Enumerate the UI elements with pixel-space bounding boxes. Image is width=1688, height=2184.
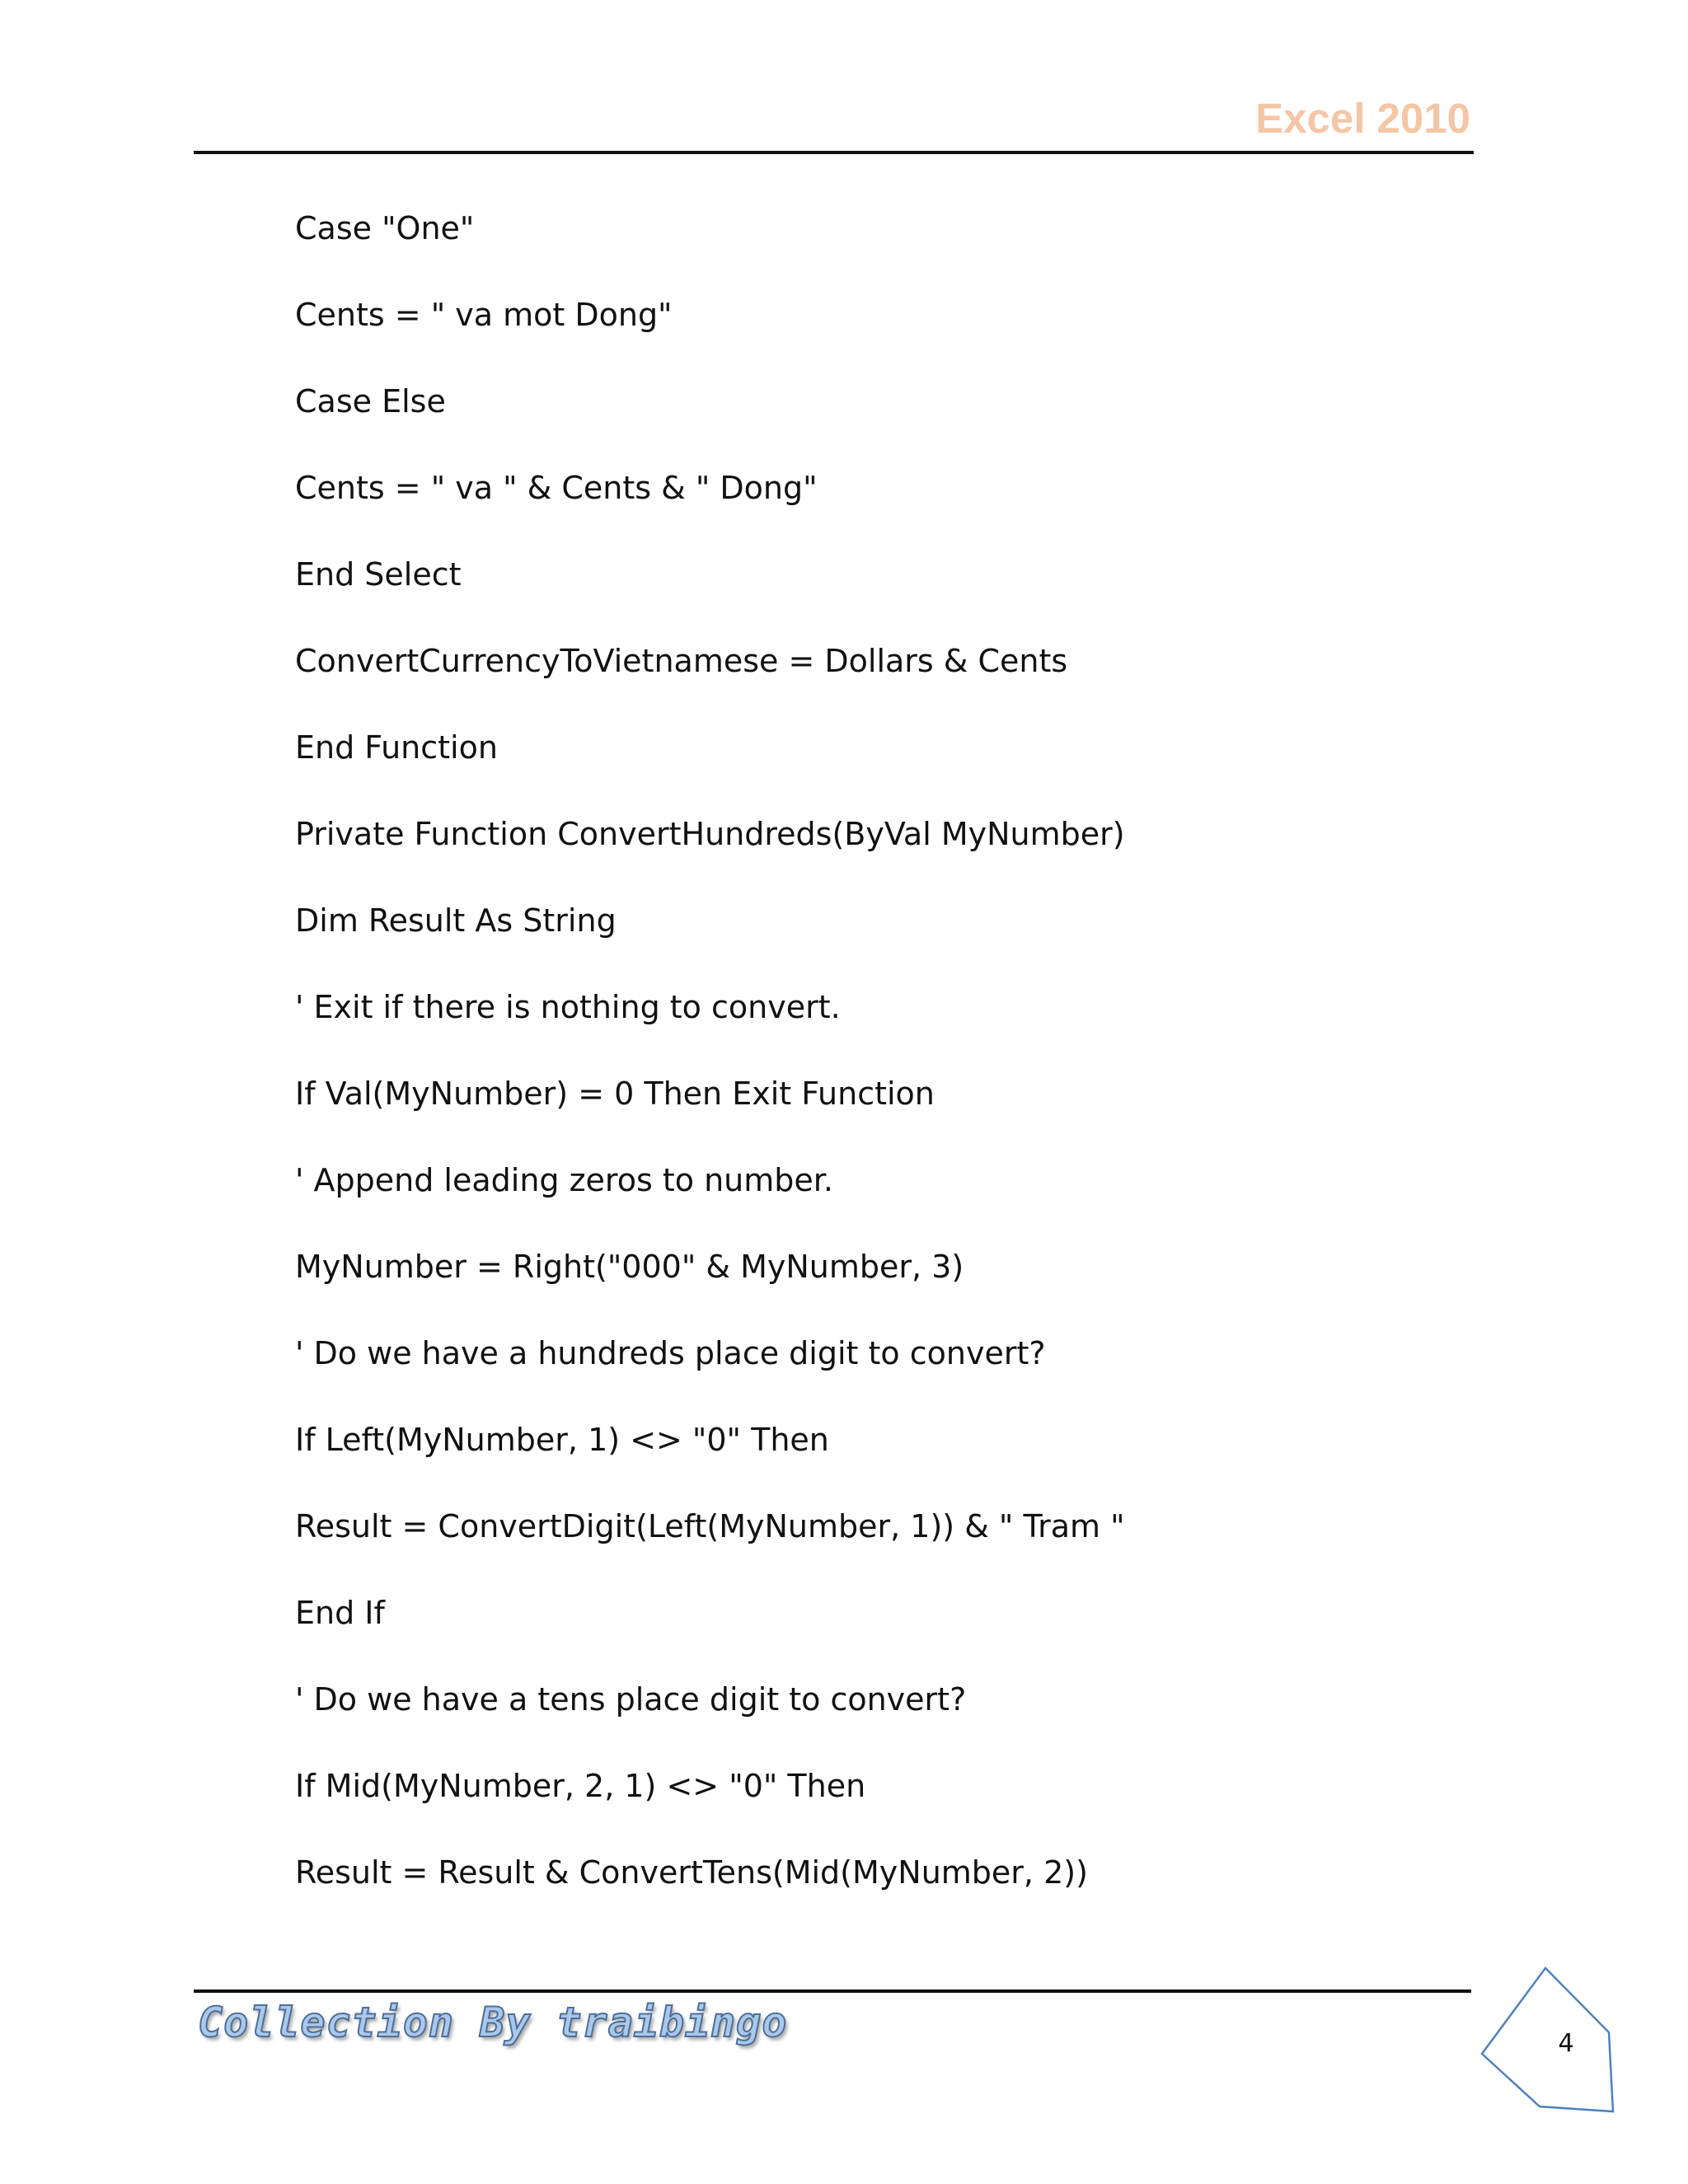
code-line: Result = Result & ConvertTens(Mid(MyNumber, 2)) [295,1854,1088,1891]
code-line: Dim Result As String [295,902,617,939]
footer-brand-logo: Collection By traibingo [198,1999,788,2046]
document-header-title: Excel 2010 [1255,95,1470,142]
code-line: End If [295,1595,385,1631]
code-line: If Mid(MyNumber, 2, 1) <> "0" Then [295,1768,866,1804]
code-line: Cents = " va " & Cents & " Dong" [295,470,818,506]
code-line: ' Do we have a tens place digit to convert? [295,1681,967,1718]
page-number: 4 [1558,2029,1574,2058]
header-divider [194,151,1474,154]
code-line: If Val(MyNumber) = 0 Then Exit Function [295,1076,935,1112]
code-listing [295,203,1531,1933]
code-line: Result = ConvertDigit(Left(MyNumber, 1)) & " Tram " [295,1508,1125,1544]
code-line: Cents = " va mot Dong" [295,297,673,333]
code-line: Case Else [295,383,446,419]
code-line: ConvertCurrencyToVietnamese = Dollars & Cents [295,643,1068,679]
code-line: ' Append leading zeros to number. [295,1162,833,1198]
code-line: Case "One" [295,210,475,246]
code-line: End Select [295,556,462,593]
code-line: ' Do we have a hundreds place digit to convert? [295,1335,1046,1371]
code-line: End Function [295,729,498,766]
footer-divider [194,1990,1471,1993]
code-line: MyNumber = Right("000" & MyNumber, 3) [295,1249,964,1285]
code-line: ' Exit if there is nothing to convert. [295,989,841,1025]
code-line: Private Function ConvertHundreds(ByVal MyNumber) [295,816,1125,852]
code-line: If Left(MyNumber, 1) <> "0" Then [295,1422,829,1458]
